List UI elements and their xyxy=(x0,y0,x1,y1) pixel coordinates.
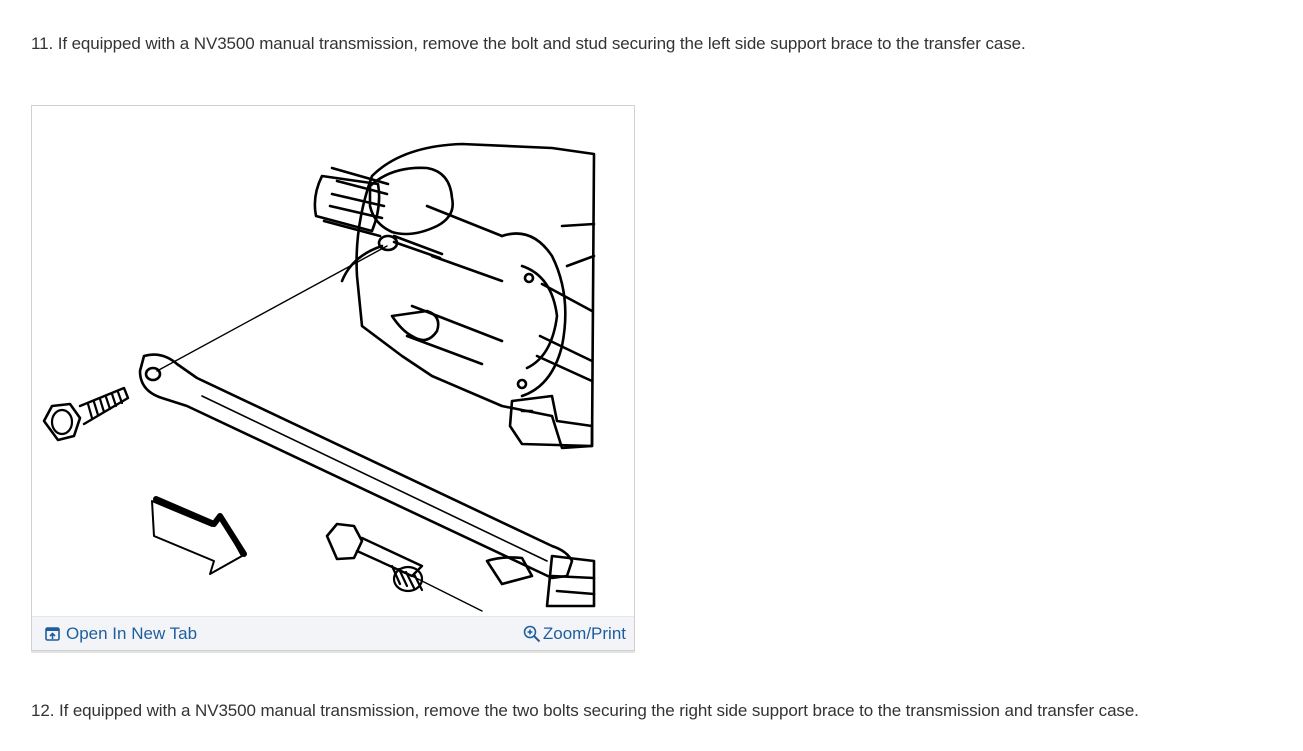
open-in-new-tab-label: Open In New Tab xyxy=(66,624,198,643)
step-11-text: 11. If equipped with a NV3500 manual transmission, remove the bolt and stud securing the left side support brace to the transfer case. xyxy=(31,34,1026,53)
stud-drawing xyxy=(327,524,422,591)
zoom-print-button[interactable] xyxy=(523,623,626,645)
zoom-in-icon xyxy=(523,625,541,643)
open-in-new-tab-icon xyxy=(45,627,60,642)
open-in-new-tab-button[interactable] xyxy=(45,623,197,645)
transfer-case-drawing xyxy=(315,144,594,606)
figure-container xyxy=(31,105,635,651)
bolt-drawing xyxy=(44,388,128,440)
step-12-text: 12. If equipped with a NV3500 manual transmission, remove the two bolts securing the right side support brace to the transmission and transfer case. xyxy=(31,701,1139,720)
leader-line-upper xyxy=(157,246,387,371)
zoom-print-label: Zoom/Print xyxy=(542,624,626,643)
transmission-brace-diagram xyxy=(32,106,634,616)
figure-toolbar xyxy=(32,616,634,650)
direction-arrow-drawing xyxy=(152,499,244,574)
